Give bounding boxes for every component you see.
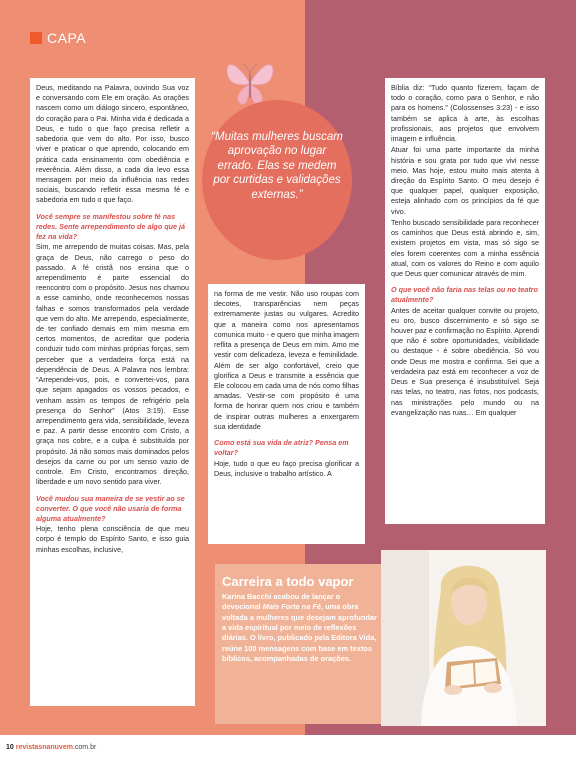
paragraph: Hoje, tenho plena consciência de que meu corpo é templo do Espírito Santo, e isso guia minhas escolhas, inclusive, [36,524,189,554]
paragraph: Hoje, tudo o que eu faço precisa glorificar a Deus, inclusive o trabalho artístico. A [214,458,359,478]
text-column-2 [208,284,365,544]
text-column-3 [385,78,545,524]
box-body-intro: Karina Bacchi acabou de lançar o devocional [222,592,341,612]
paragraph: na forma de me vestir. Não uso roupas com decotes, transparências nem peças extremamente justas ou vulgares. Acredito que a maneira como nos apresentamos comunica muito - e quero que minha imagem reflita a presença de Deus em mim. Amo me vestir com delicadeza, leveza e feminilidade. Além de ser algo confortável, creio que glorifica a Deus e transmite a essência que Ele colocou em cada uma de nós como filhas amadas. Vestir-se com propósito é uma forma de honrar quem nos criou e também de inspirar outras mulheres a enxergarem sua identidade [214,289,359,431]
question: Você mudou sua maneira de se vestir ao se converter. O que você não usaria de forma alguma atualmente? [36,493,185,523]
photo-woman-reading [381,550,546,726]
page-footer [6,744,96,751]
question: O que você não faria nas telas ou no teatro atualmente? [391,285,538,305]
section-square-icon [30,32,42,44]
book-title: Mais Forte na Fé [262,602,321,612]
paragraph: Antes de aceitar qualquer convite ou projeto, eu oro, busco discernimento e só sigo se houver paz e confirmação no Espírito. Aprendi que não é sobre oportunidades, visibilidade ou destaque - é sobre obediência. Só vou onde Deus me mostra e confirma. Sei que a verdadeira paz está em reconhecer a voz de Deus e Sua presença é insubstituível. Seja nas telas, no teatro, nas fotos, nos podcasts, nas ministrações pelo mundo ou na evangelização nas ruas… Em qualquer [391,305,539,417]
box-title: Carreira a todo vapor [222,574,354,589]
question: Como está sua vida de atriz? Pensa em voltar? [214,438,349,458]
text-column-1 [30,78,195,706]
paragraph: Atuar foi uma parte importante da minha história e sou grata por tudo que vivi nesse meio. Mas hoje, estou muito mais atenta à direção do Espírito Santo. O meu desejo é que qualquer papel, qualquer exposição, esteja alinhado com os princípios da fé que vivo. [391,145,539,216]
section-label: CAPA [47,30,87,46]
box-body-rest: , uma obra voltada a mulheres que desejam aprofundar a vida espiritual por meio de reflexões diárias. O livro, publicado pela Editora Vida, reúne 100 mensagens com base em textos bíblicos, acompanhadas de orações. [222,602,377,664]
box-body [222,592,380,665]
page-number: 10 [6,744,14,751]
paragraph: Sim, me arrependo de muitas coisas. Mas, pela graça de Deus, não carrego o peso do passado. A fé cristã nos ensina que o arrependimento é parte essencial do reencontro com o propósito. Jesus nos chamou a esse caminho, onde reconhecemos nossas falhas e somos transformados pela verdade que vem do alto. Me arrependo, especialmente, de ter confiado demais em mim mesma em certos momentos, de acreditar que poderia conduzir tudo com minhas próprias forças, sem perceber que a verdadeira força está na dependência de Deus. A Palavra nos lembra: “Arrependei-vos, pois, e convertei-vos, para que sejam apagados os vossos pecados, e venham assim os tempos de refrigério pela presença do Senhor” (Atos 3:19). Esse arrependimento gera vida, sensibilidade, leveza e paz. A partir desse encontro com Cristo, a graça nos cobre, e a culpa é substituída por propósito. Já não somos mais dominados pelos desejos da carne ou por um senso vazio de controle. Em Cristo, encontramos direção, liberdade e um novo sentido para viver. [36,242,189,487]
paragraph: Tenho buscado sensibilidade para reconhecer os caminhos que Deus está abrindo e, sim, existem projetos em vista, mas só sigo se eles forem coerentes com a minha essência atual, com os valores do Reino e com aquilo que Deus quer comunicar através de mim. [391,217,539,278]
footer-site: revistasnanuvem [15,744,73,751]
section-header [30,30,86,46]
paragraph: Deus, meditando na Palavra, ouvindo Sua voz e conversando com Ele em oração. As orações nascem como um diálogo sincero, espontâneo, do coração para o Pai. Minha vida é dedicada a Deus, e tudo o que faço precisa refletir a sabedoria que vem do alto. Por isso, busco viver e praticar o que aprendo, colocando em prática cada ensinamento com obediência e reverência. Além disso, a cada dia levo essa mensagem por meio da influência nas redes sociais, buscando refletir essa mesma fé e sabedoria em tudo o que faço. [36,83,189,205]
footer-domain: .com.br [72,744,97,751]
pull-quote: “Muitas mulheres buscam aprovação no lugar errado. Elas se medem por curtidas e validações externas.” [211,131,343,201]
question: Você sempre se manifestou sobre fé nas redes. Sente arrependimento de algo que já fez na vida? [36,211,185,242]
paragraph: Bíblia diz: “Tudo quanto fizerem, façam de todo o coração, como para o Senhor, e não para os homens.” (Colossenses 3:23) - e isso também se aplica à arte, às escolhas profissionais, aos projetos que envolvem imagem e influência. [391,83,539,144]
